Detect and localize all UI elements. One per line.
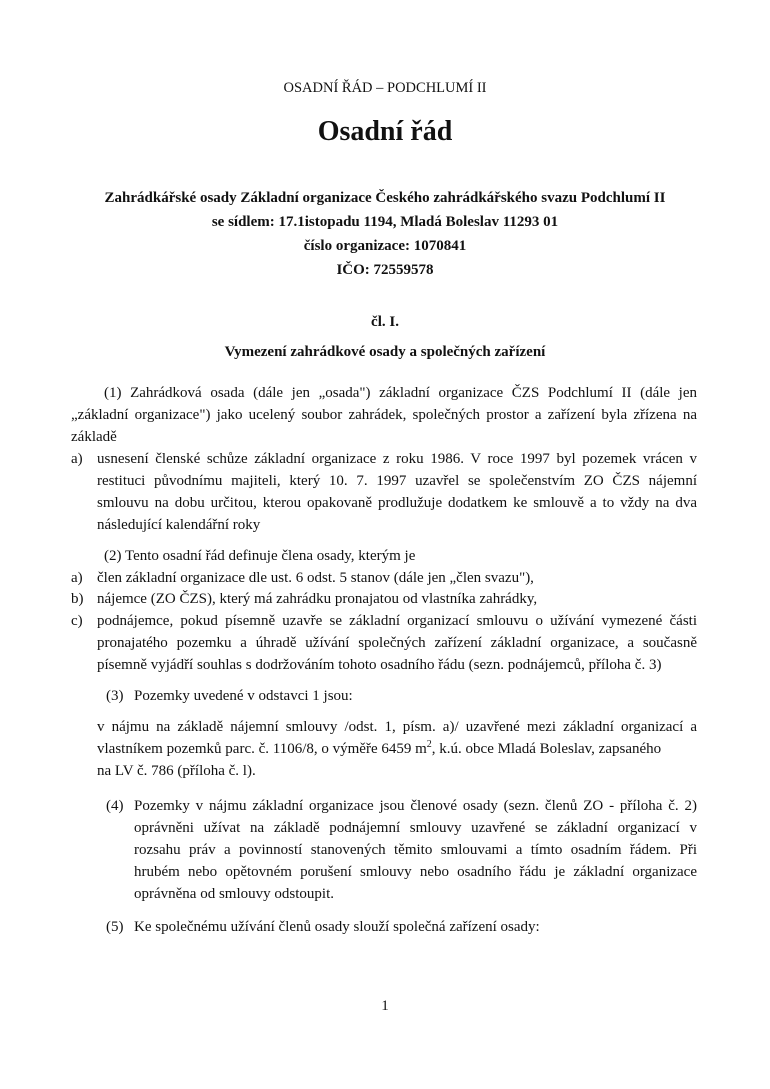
paragraph-1-line: (1) Zahrádková osada (dále jen „osada") základní organizace ČZS Podchlumí II (dále jen — [104, 385, 697, 401]
paragraph-4-line: oprávněna od smlouvy odstoupit. — [134, 886, 334, 902]
paragraph-4-line: rozsahu práv a povinností stanovených těmito smlouvami a tímto osadním řádem. Při — [134, 842, 697, 858]
organization-number: číslo organizace: 1070841 — [303, 238, 467, 254]
paragraph-4-line: hrubém nebo opětovném porušení smlouvy nebo osadního řádu je základní organizace — [134, 864, 697, 880]
list-item-text: restituci původnímu majiteli, který 10. 7. 1997 uzavřel se společenstvím ZO ČZS nájemní — [97, 473, 697, 489]
document-title: Osadní řád — [317, 116, 453, 147]
paragraph-3-text: , k.ú. obce Mladá Boleslav, zapsaného — [431, 741, 662, 757]
paragraph-number: (3) — [106, 688, 124, 704]
list-item-text: pronajatého pozemku a úhradě užívání společných zařízení základní organizace, a současně — [97, 635, 697, 651]
paragraph-4-line: Pozemky v nájmu základní organizace jsou členové osady (sezn. členů ZO - příloha č. 2) — [134, 798, 697, 814]
organization-ico: IČO: 72559578 — [336, 262, 434, 278]
paragraph-5-text: Ke společnému užívání členů osady slouží společná zařízení osady: — [134, 919, 540, 935]
organization-name: Zahrádkářské osady Základní organizace Českého zahrádkářského svazu Podchlumí II — [104, 190, 666, 206]
list-marker: b) — [71, 591, 84, 607]
list-item-text: usnesení členské schůze základní organizace z roku 1986. V roce 1997 byl pozemek vrácen v — [97, 451, 697, 467]
page-number: 1 — [381, 998, 389, 1014]
list-marker: c) — [71, 613, 83, 629]
paragraph-3-intro: Pozemky uvedené v odstavci 1 jsou: — [134, 688, 353, 704]
paragraph-4-line: oprávněni užívat na základě podnájemní smlouvy uzavřené se základní organizací v — [134, 820, 697, 836]
list-marker: a) — [71, 570, 83, 586]
superscript: 2 — [426, 739, 432, 750]
paragraph-1-line: „základní organizace") jako ucelený soubor zahrádek, společných prostor a zařízení byla zřízena na — [71, 407, 697, 423]
paragraph-1-line: základě — [71, 429, 117, 445]
list-marker: a) — [71, 451, 83, 467]
article-number: čl. I. — [371, 314, 399, 330]
list-item-text: člen základní organizace dle ust. 6 odst. 5 stanov (dále jen „člen svazu"), — [97, 570, 534, 586]
list-item-text: smlouvu na dobu určitou, kterou opakovaně prodlužuje dodatkem ke smlouvě a to vždy na dva — [97, 495, 697, 511]
running-header: OSADNÍ ŘÁD – PODCHLUMÍ II — [283, 80, 487, 96]
list-item-text: podnájemce, pokud písemně uzavře se základní organizací smlouvu o užívání vymezené části — [97, 613, 697, 629]
paragraph-number: (4) — [106, 798, 124, 814]
paragraph-3-line: na LV č. 786 (příloha č. l). — [97, 763, 256, 779]
organization-address: se sídlem: 17.1istopadu 1194, Mladá Boleslav 11293 01 — [211, 214, 559, 230]
paragraph-3-text: vlastníkem pozemků parc. č. 1106/8, o výměře 6459 m — [97, 741, 427, 757]
article-title: Vymezení zahrádkové osady a společných zařízení — [224, 344, 546, 360]
paragraph-3-line: v nájmu na základě nájemní smlouvy /odst. 1, písm. a)/ uzavřené mezi základní organizací a — [97, 719, 697, 735]
paragraph-number: (5) — [106, 919, 124, 935]
paragraph-3-line — [97, 739, 697, 760]
organization-block — [0, 186, 770, 282]
list-item-text: písemně vyjádří souhlas s dodržováním tohoto osadního řádu (sezn. podnájemců, příloha č. 3) — [97, 657, 662, 673]
list-item-text: následující kalendářní roky — [97, 517, 261, 533]
paragraph-2-intro: (2) Tento osadní řád definuje člena osady, kterým je — [104, 548, 416, 564]
list-item-text: nájemce (ZO ČZS), který má zahrádku pronajatou od vlastníka zahrádky, — [97, 591, 538, 607]
